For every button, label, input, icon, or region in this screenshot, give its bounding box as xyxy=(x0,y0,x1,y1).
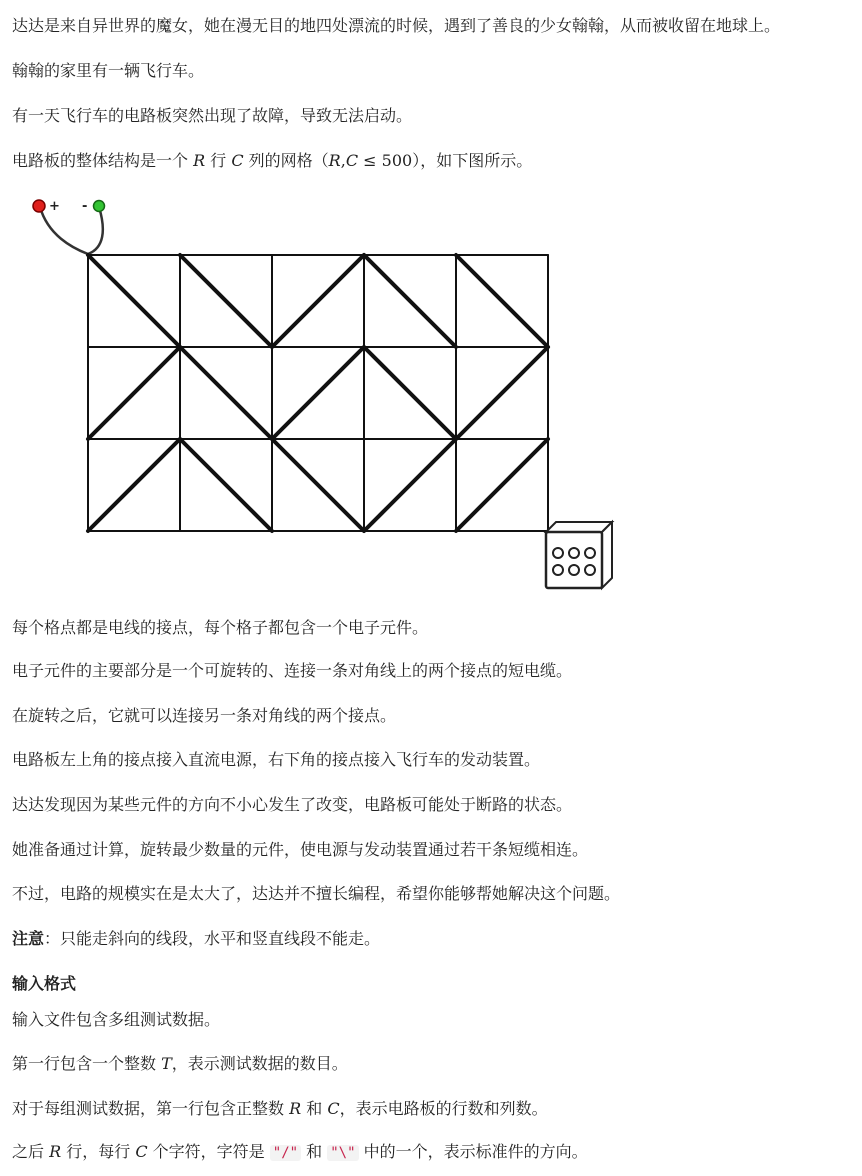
code-slash: "/" xyxy=(270,1145,301,1161)
desc-paragraph-3: 在旋转之后，它就可以连接另一条对角线的两个接点。 xyxy=(12,706,397,725)
desc-paragraph-4: 电路板左上角的接点接入直流电源，右下角的接点接入飞行车的发动装置。 xyxy=(12,750,541,769)
intro-paragraph-2: 翰翰的家里有一辆飞行车。 xyxy=(12,61,205,80)
text: 行，每行 xyxy=(61,1142,136,1161)
math-c: C xyxy=(345,151,359,170)
text: ，表示测试数据的数目。 xyxy=(171,1054,348,1073)
desc-paragraph-7: 不过，电路的规模实在是太大了，达达并不擅长编程，希望你能够帮她解决这个问题。 xyxy=(12,884,621,903)
math-le: ≤ xyxy=(358,151,382,170)
math-t: T xyxy=(161,1054,172,1073)
intro-paragraph-4 xyxy=(12,151,532,171)
math-comma: , xyxy=(340,151,346,170)
engine-device-icon xyxy=(546,522,612,588)
desc-paragraph-6: 她准备通过计算，旋转最少数量的元件，使电源与发动装置通过若干条短缆相连。 xyxy=(12,840,589,859)
text: ，表示电路板的行数和列数。 xyxy=(339,1099,548,1118)
note-label: 注意 xyxy=(12,929,45,948)
intro-paragraph-1: 达达是来自异世界的魔女，她在漫无目的地四处漂流的时候，遇到了善良的少女翰翰，从而被收留在地球上。 xyxy=(12,16,781,35)
math-r: R xyxy=(49,1142,62,1161)
intro-paragraph-3: 有一天飞行车的电路板突然出现了故障，导致无法启动。 xyxy=(12,106,413,125)
cell-cable-slash xyxy=(88,347,180,439)
math-c: C xyxy=(327,1099,340,1118)
text: 列的网格（ xyxy=(243,151,329,170)
text: ），如下图所示。 xyxy=(412,151,533,170)
cell-cable-backslash xyxy=(364,255,456,347)
math-r: R xyxy=(289,1099,302,1118)
positive-terminal-icon xyxy=(33,200,45,212)
cell-cable-backslash xyxy=(272,439,364,531)
input-paragraph-4 xyxy=(12,1142,588,1163)
desc-paragraph-5: 达达发现因为某些元件的方向不小心发生了改变，电路板可能处于断路的状态。 xyxy=(12,795,573,814)
text: 和 xyxy=(301,1142,328,1161)
note-text: ：只能走斜向的线段，水平和竖直线段不能走。 xyxy=(44,929,381,948)
negative-terminal-icon xyxy=(94,201,105,212)
power-wire xyxy=(40,207,88,254)
plus-label: + xyxy=(49,199,60,214)
cell-cable-slash xyxy=(272,255,364,347)
input-format-heading: 输入格式 xyxy=(12,974,77,993)
text: 之后 xyxy=(12,1142,50,1161)
cell-cable-slash xyxy=(272,347,364,439)
text: 中的一个，表示标准件的方向。 xyxy=(358,1142,588,1161)
math-c: C xyxy=(231,151,244,170)
cell-cable-backslash xyxy=(180,439,272,531)
minus-label: - xyxy=(82,199,88,214)
text: 对于每组测试数据，第一行包含正整数 xyxy=(12,1099,290,1118)
circuit-grid xyxy=(88,255,548,531)
text: 第一行包含一个整数 xyxy=(12,1054,162,1073)
cell-cable-slash xyxy=(456,439,548,531)
cell-cable-backslash xyxy=(180,347,272,439)
desc-paragraph-1: 每个格点都是电线的接点，每个格子都包含一个电子元件。 xyxy=(12,618,429,637)
code-backslash: "\" xyxy=(327,1145,358,1161)
math-c: C xyxy=(135,1142,148,1161)
input-paragraph-1: 输入文件包含多组测试数据。 xyxy=(12,1010,221,1029)
power-wire xyxy=(88,207,103,254)
desc-paragraph-2: 电子元件的主要部分是一个可旋转的、连接一条对角线上的两个接点的短电缆。 xyxy=(12,661,573,680)
input-paragraph-3 xyxy=(12,1099,548,1119)
text: 行 xyxy=(205,151,232,170)
text: 个字符，字符是 xyxy=(147,1142,270,1161)
cell-cable-slash xyxy=(364,439,456,531)
math-500: 500 xyxy=(381,151,413,170)
math-r: R xyxy=(193,151,206,170)
note-paragraph xyxy=(12,929,380,949)
cell-cable-backslash xyxy=(456,255,548,347)
cell-cable-slash xyxy=(88,439,180,531)
cell-cable-backslash xyxy=(180,255,272,347)
cell-cable-backslash xyxy=(364,347,456,439)
cell-cable-backslash xyxy=(88,255,180,347)
circuit-board-figure xyxy=(0,190,640,600)
text: 和 xyxy=(301,1099,328,1118)
math-r: R xyxy=(328,151,341,170)
cell-cable-slash xyxy=(456,347,548,439)
text: 电路板的整体结构是一个 xyxy=(12,151,194,170)
input-paragraph-2 xyxy=(12,1054,348,1074)
